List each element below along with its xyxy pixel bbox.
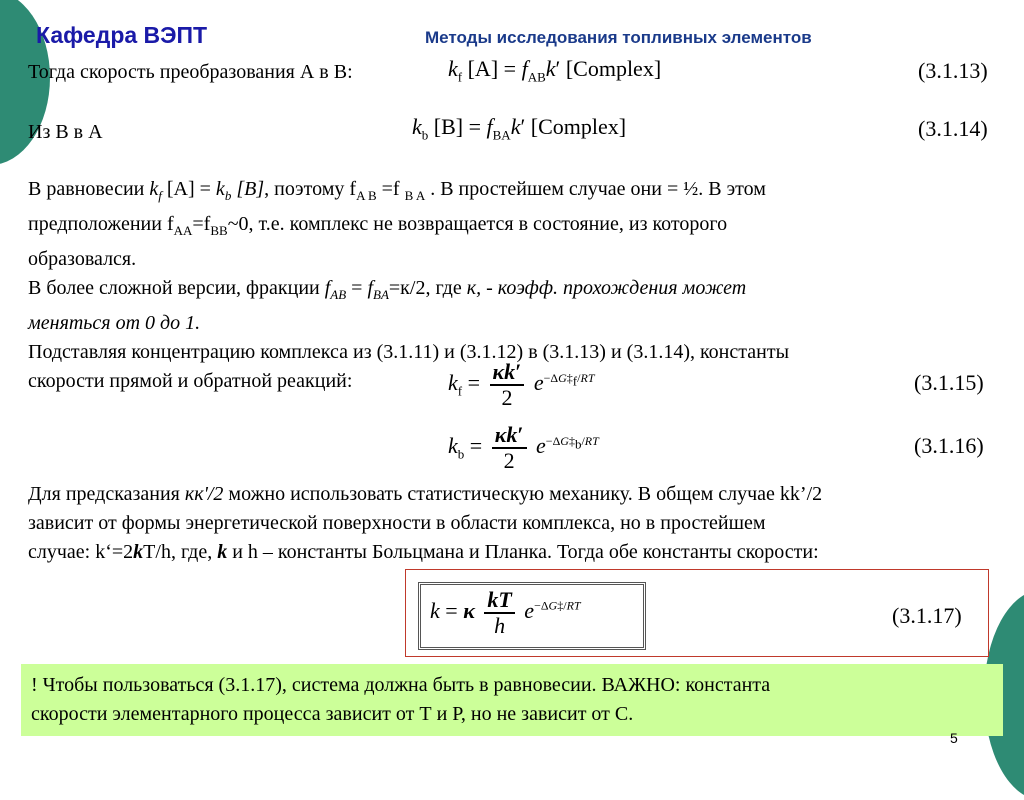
- text-a-to-b: Тогда скорость преобразования А в В:: [28, 61, 353, 83]
- paragraph-equilibrium: В равновесии $k_f$ $[A] = k_b$ [B], поэтому $f_{A B} =f$ $_{B A}$ . В простейшем случае они = ½. В этом предположении $f_{AA}=f_{BB}\sim 0$, т.е. комплекс не возвращается в состояние, из которого образовался. В более сложной версии, фракции $f_{AB} = f_{BA}=к/2$, где к, - коэфф. прохождения может меняться от 0 до 1. Подставляя концентрацию комплекса из (3.1.11) и (3.1.12) в (3.1.13) и (3.1.14), константы скорости прямой и обратной реакций:: [28, 178, 790, 392]
- note-line-1: ! Чтобы пользоваться (3.1.17), система должна быть в равновесии. ВАЖНО: константа: [31, 674, 771, 696]
- equation-3-1-17: k = κ $\frac{kT}{h}$ $e^{-\Delta G\ddagger/RT}$: [430, 587, 581, 638]
- paragraph-prediction: Для предсказания кк'/2 можно использовать статистическую механику. В общем случае kk’/2 зависит от формы энергетической поверхности в области комплекса, но в простейшем случае: k‘=2kT/h, где, k и h – константы Больцмана и Планка. Тогда обе константы скорости:: [28, 483, 823, 563]
- equation-3-1-15: $k_f$ = $\frac{\kappa k'}{2}$ $e^{-\Delta G\ddagger_f/RT}$: [448, 359, 595, 410]
- note-line-2: скорости элементарного процесса зависит от Т и Р, но не зависит от С.: [31, 703, 634, 725]
- department-title: Кафедра ВЭПТ: [36, 22, 208, 48]
- equation-number-3-1-13: (3.1.13): [918, 58, 988, 83]
- equation-number-3-1-17: (3.1.17): [892, 603, 962, 628]
- equation-number-3-1-15: (3.1.15): [914, 370, 984, 395]
- important-note: [21, 664, 1003, 736]
- equation-3-1-16: $k_b$ = $\frac{\kappa k'}{2}$ $e^{-\Delta G\ddagger_b/RT}$: [448, 422, 599, 473]
- text-b-to-a: Из В в А: [28, 121, 103, 143]
- equation-3-1-14: $k_b$ $[B] = f_{BA}k'$ [Complex]: [412, 114, 627, 143]
- equation-3-1-13: $k_f$ $[A] = f_{AB}k'$ [Complex]: [448, 56, 662, 85]
- slide-topic: Методы исследования топливных элементов: [425, 28, 812, 47]
- equation-number-3-1-16: (3.1.16): [914, 433, 984, 458]
- page-number: 5: [950, 730, 958, 746]
- equation-number-3-1-14: (3.1.14): [918, 116, 988, 141]
